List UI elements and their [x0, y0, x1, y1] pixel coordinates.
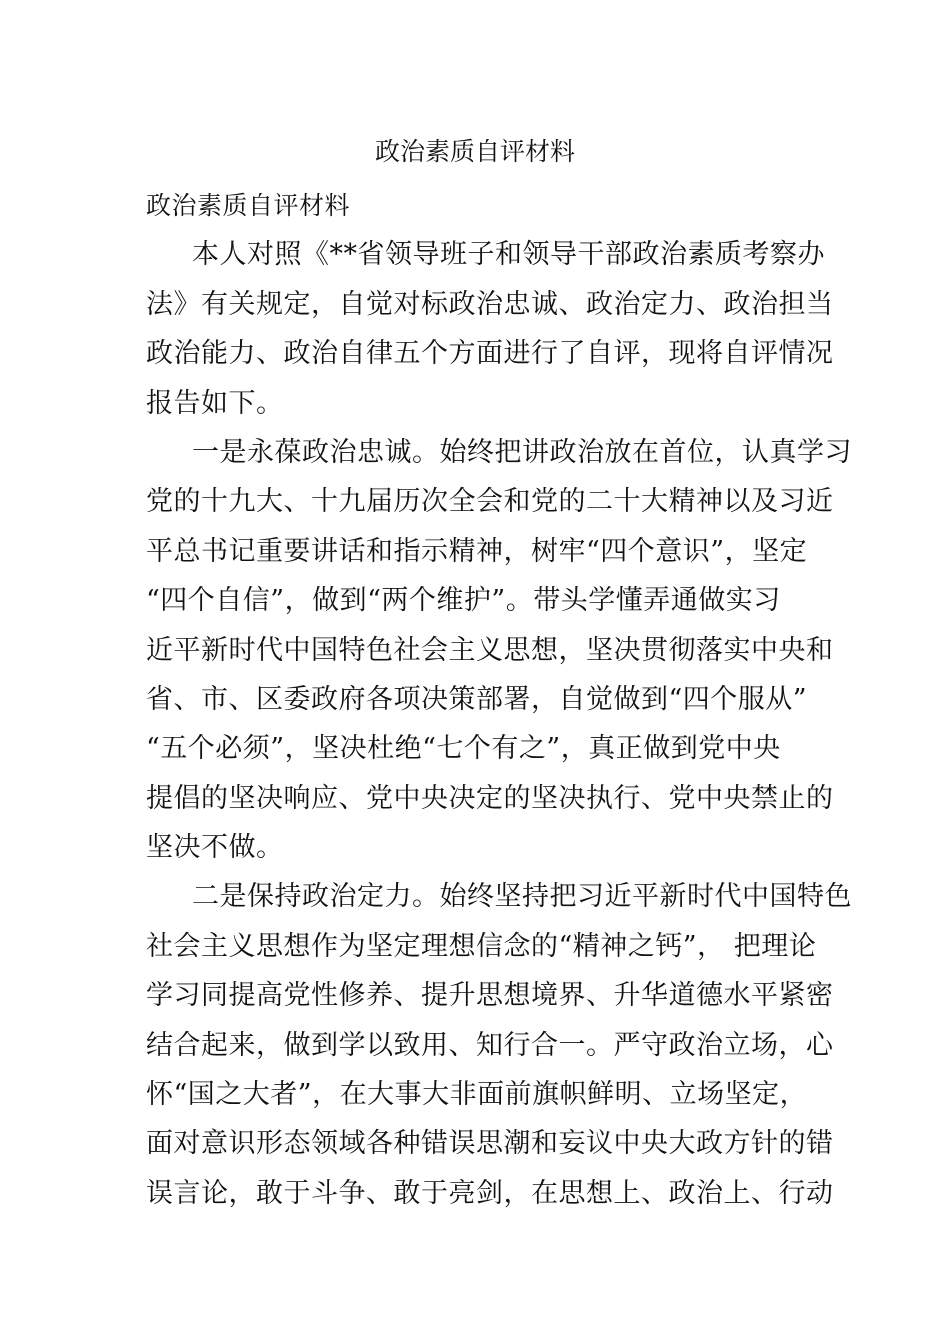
paragraph-line: 法》有关规定，自觉对标政治忠诚、政治定力、政治担当: [146, 288, 834, 320]
paragraph-line: 平总书记重要讲话和指示精神，树牢“四个意识”，坚定: [146, 535, 808, 567]
paragraph-line: 面对意识形态领域各种错误思潮和妄议中央大政方针的错: [146, 1128, 834, 1160]
paragraph-line: “五个必须”，坚决杜绝“七个有之”，真正做到党中央: [146, 733, 781, 765]
paragraph-line: 二是保持政治定力。始终坚持把习近平新时代中国特色: [192, 881, 852, 913]
document-body: [146, 181, 852, 1218]
paragraph-line: 误言论，敢于斗争、敢于亮剑，在思想上、政治上、行动: [146, 1177, 834, 1209]
paragraph-line: 近平新时代中国特色社会主义思想，坚决贯彻落实中央和: [146, 634, 834, 666]
paragraph-line: 政治能力、政治自律五个方面进行了自评，现将自评情况: [146, 338, 834, 370]
document-title: 政治素质自评材料: [374, 137, 575, 166]
paragraph-line: 社会主义思想作为坚定理想信念的“精神之钙”， 把理论: [146, 930, 817, 962]
paragraph-line: 提倡的坚决响应、党中央决定的坚决执行、党中央禁止的: [146, 782, 834, 814]
paragraph-line: 本人对照《**省领导班子和领导干部政治素质考察办: [192, 239, 825, 271]
paragraph-line: “四个自信”，做到“两个维护”。带头学懂弄通做实习: [146, 585, 781, 617]
paragraph-line: 一是永葆政治忠诚。始终把讲政治放在首位，认真学习: [192, 436, 852, 468]
paragraph-line: 学习同提高党性修养、提升思想境界、升华道德水平紧密: [146, 980, 834, 1012]
paragraph-line: 结合起来，做到学以致用、知行合一。严守政治立场，心: [146, 1029, 834, 1061]
paragraph-political-resolve: [146, 872, 852, 1218]
paragraph-line: 怀“国之大者”，在大事大非面前旗帜鲜明、立场坚定，: [146, 1079, 808, 1111]
paragraph-intro: [146, 230, 834, 428]
document-subtitle: 政治素质自评材料: [146, 191, 351, 220]
paragraph-line: 党的十九大、十九届历次全会和党的二十大精神以及习近: [146, 486, 834, 518]
paragraph-line: 报告如下。: [146, 387, 284, 419]
paragraph-line: 省、市、区委政府各项决策部署，自觉做到“四个服从”: [146, 683, 808, 715]
paragraph-line: 坚决不做。: [146, 832, 284, 864]
paragraph-political-loyalty: [146, 428, 852, 873]
